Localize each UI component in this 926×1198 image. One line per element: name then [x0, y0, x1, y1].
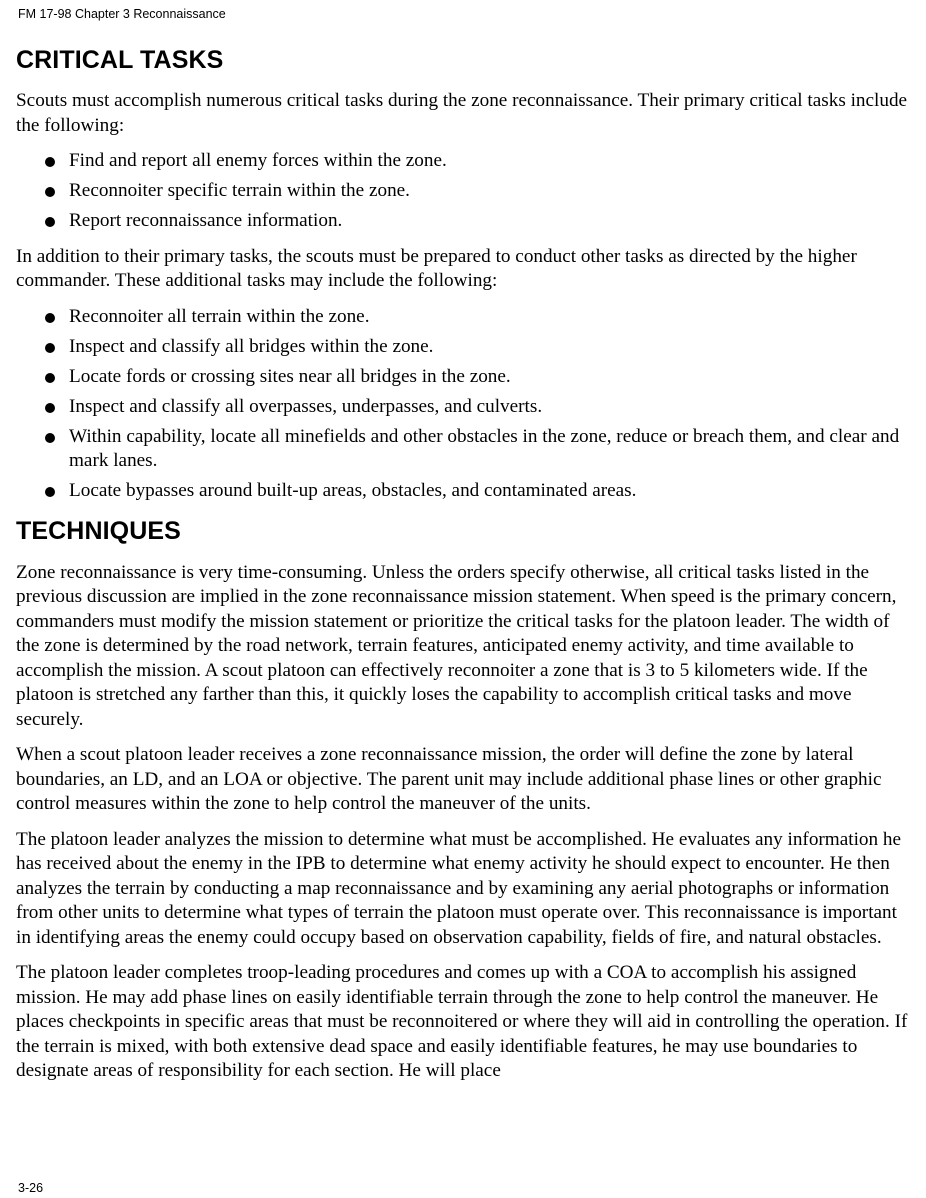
page-number: 3-26	[18, 1181, 44, 1195]
list-item: Reconnoiter specific terrain within the zone.	[44, 179, 912, 204]
techniques-paragraph: When a scout platoon leader receives a zone reconnaissance mission, the order will define the zone by lateral boundaries, an LD, and an LOA or objective. The parent unit may include additional phase lines or other graphic control measures within the zone to help control the maneuver of the units.	[16, 744, 882, 814]
list-item: Within capability, locate all minefields and other obstacles in the zone, reduce or breach them, and clear and mark lanes.	[44, 425, 912, 474]
techniques-paragraph: The platoon leader analyzes the mission to determine what must be accomplished. He evaluates any information he has received about the enemy in the IPB to determine what enemy activity he should expect to encounter. He then analyzes the terrain by conducting a map reconnaissance and by examining any aerial photographs or information from other units to determine what types of terrain the platoon must operate over. This reconnaissance is important in identifying areas the enemy could occupy based on observation capability, fields of fire, and natural obstacles.	[16, 828, 902, 948]
section-heading-critical-tasks: CRITICAL TASKS	[16, 46, 224, 74]
techniques-paragraph: Zone reconnaissance is very time-consuming. Unless the orders specify otherwise, all critical tasks listed in the previous discussion are implied in the zone reconnaissance mission statement. When speed is the primary concern, commanders must modify the mission statement or prioritize the critical tasks for the platoon leader. The width of the zone is determined by the road network, terrain features, anticipated enemy activity, and time available to accomplish the mission. A scout platoon can effectively reconnoiter a zone that is 3 to 5 kilometers wide. If the platoon is stretched any farther than this, it quickly loses the capability to accomplish critical tasks and move securely.	[16, 561, 897, 730]
list-item: Report reconnaissance information.	[44, 209, 912, 234]
primary-tasks-list	[16, 149, 912, 234]
techniques-paragraph: The platoon leader completes troop-leading procedures and comes up with a COA to accomplish his assigned mission. He may add phase lines on easily identifiable terrain through the zone to help control the maneuver. He places checkpoints in specific areas that must be reconnoitered or where they will aid in controlling the operation. If the terrain is mixed, with both extensive dead space and easily identifiable features, he may use boundaries to designate areas of responsibility for each section. He will place	[16, 962, 908, 1081]
page-content	[16, 44, 912, 1095]
list-item: Find and report all enemy forces within the zone.	[44, 149, 912, 174]
additional-tasks-intro: In addition to their primary tasks, the scouts must be prepared to conduct other tasks as directed by the higher commander. These additional tasks may include the following:	[16, 245, 857, 291]
critical-tasks-intro: Scouts must accomplish numerous critical tasks during the zone reconnaissance. Their primary critical tasks include the following:	[16, 90, 908, 136]
section-heading-techniques: TECHNIQUES	[16, 516, 181, 545]
running-header: FM 17-98 Chapter 3 Reconnaissance	[18, 7, 226, 21]
list-item: Reconnoiter all terrain within the zone.	[44, 305, 912, 330]
list-item: Inspect and classify all overpasses, underpasses, and culverts.	[44, 395, 912, 420]
list-item: Inspect and classify all bridges within the zone.	[44, 335, 912, 360]
list-item: Locate bypasses around built-up areas, obstacles, and contaminated areas.	[44, 479, 912, 504]
additional-tasks-list	[16, 305, 912, 504]
list-item: Locate fords or crossing sites near all bridges in the zone.	[44, 365, 912, 390]
